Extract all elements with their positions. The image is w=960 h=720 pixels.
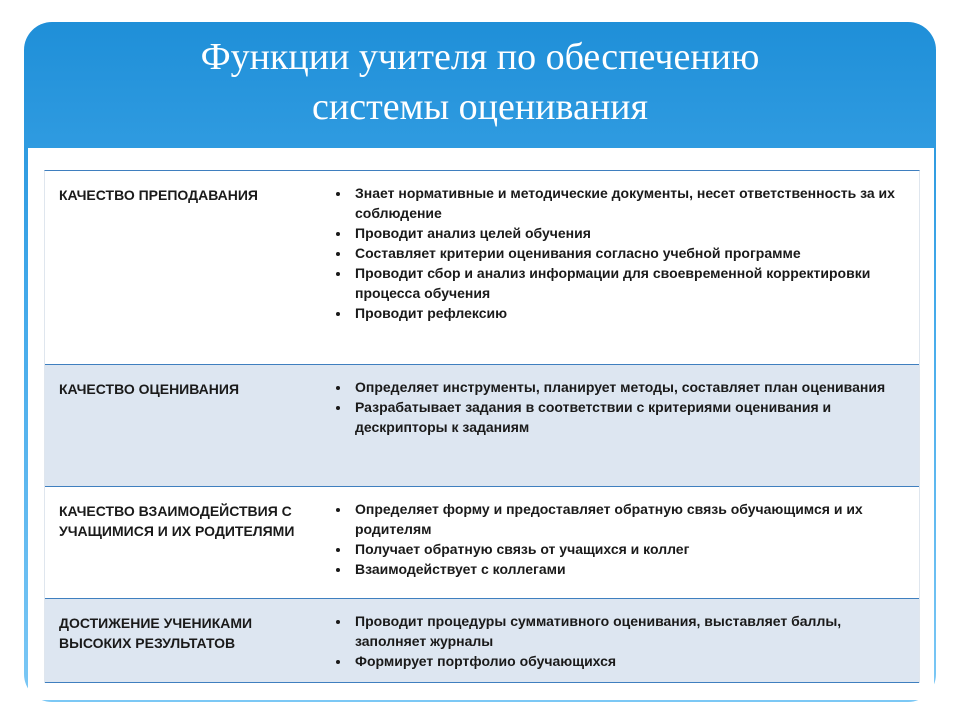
row-item-list (321, 365, 919, 486)
slide-title-line-1: Функции учителя по обеспечению (200, 36, 760, 78)
list-item: • Проводит рефлексию (351, 303, 909, 323)
row-item-list (321, 171, 919, 364)
row-item-list (321, 487, 919, 598)
list-item: • Взаимодействует с коллегами (351, 559, 909, 579)
list-item: • Формирует портфолио обучающихся (351, 651, 909, 671)
row-item-list (321, 599, 919, 682)
functions-table (44, 170, 920, 683)
row-heading: КАЧЕСТВО ВЗАИМОДЕЙСТВИЯ С УЧАЩИМИСЯ И ИХ РОДИТЕЛЯМИ (59, 503, 295, 539)
table-row (45, 599, 919, 683)
list-item: • Разрабатывает задания в соответствии с критериями оценивания и дескрипторы к заданиям (351, 397, 909, 437)
table-row (45, 171, 919, 365)
table-row (45, 487, 919, 599)
list-item: • Получает обратную связь от учащихся и коллег (351, 539, 909, 559)
list-item: • Проводит сбор и анализ информации для своевременной корректировки процесса обучения (351, 263, 909, 303)
list-item: • Составляет критерии оценивания согласно учебной программе (351, 243, 909, 263)
list-item: • Определяет форму и предоставляет обратную связь обучающимся и их родителям (351, 499, 909, 539)
slide-title (0, 32, 960, 132)
list-item: • Знает нормативные и методические документы, несет ответственность за их соблюдение (351, 183, 909, 223)
row-heading: КАЧЕСТВО ПРЕПОДАВАНИЯ (59, 187, 258, 203)
list-item: • Определяет инструменты, планирует методы, составляет план оценивания (351, 377, 909, 397)
slide-title-line-2: системы оценивания (312, 86, 648, 128)
row-heading: ДОСТИЖЕНИЕ УЧЕНИКАМИ ВЫСОКИХ РЕЗУЛЬТАТОВ (59, 615, 253, 651)
row-heading: КАЧЕСТВО ОЦЕНИВАНИЯ (59, 381, 240, 397)
list-item: • Проводит анализ целей обучения (351, 223, 909, 243)
table-row (45, 365, 919, 487)
list-item: • Проводит процедуры суммативного оценивания, выставляет баллы, заполняет журналы (351, 611, 909, 651)
